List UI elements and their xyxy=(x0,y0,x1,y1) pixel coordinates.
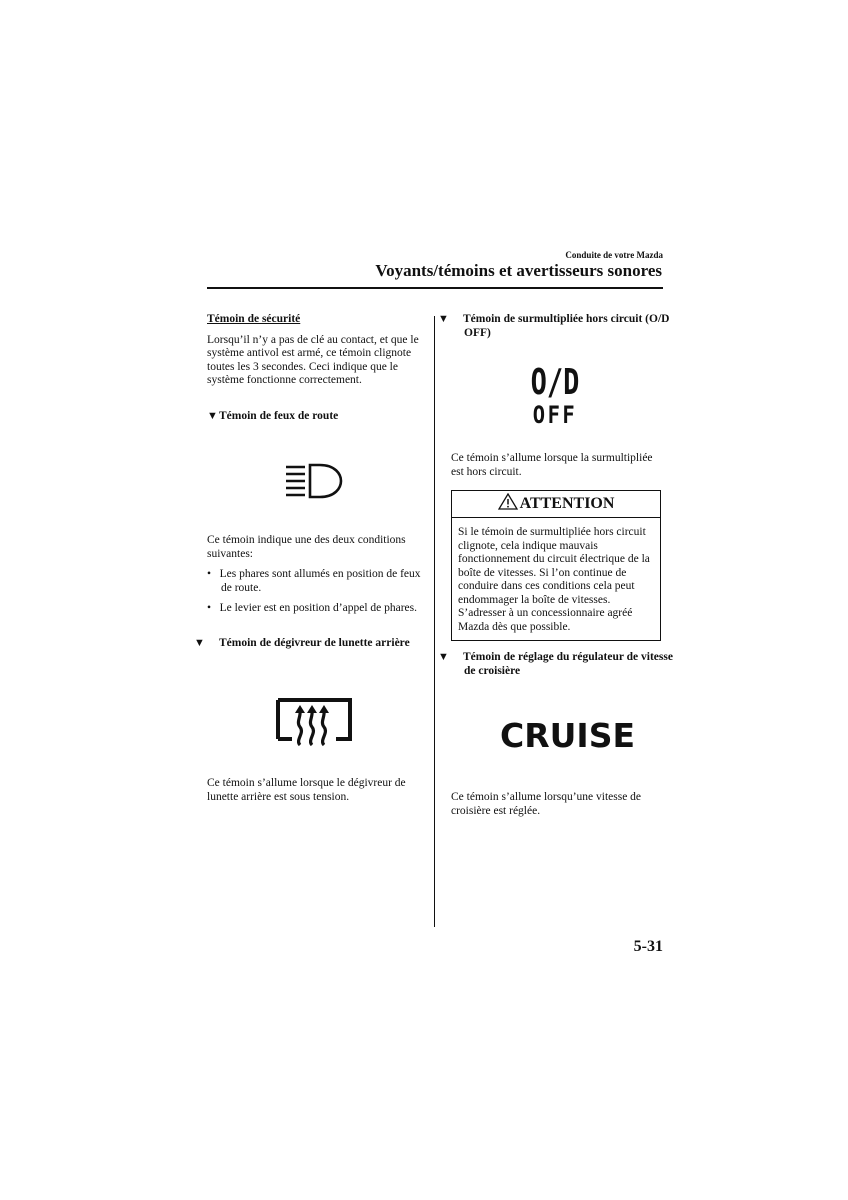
section-marker-icon: ▼ xyxy=(438,651,449,663)
high-beam-section xyxy=(207,534,422,616)
high-beam-heading-text: Témoin de feux de route xyxy=(219,410,339,422)
rear-defroster-icon xyxy=(274,697,354,749)
attention-header xyxy=(452,491,660,518)
section-label: Conduite de votre Mazda xyxy=(565,250,663,260)
defroster-heading-text: Témoin de dégivreur de lunette arrière xyxy=(219,637,410,649)
high-beam-intro: Ce témoin indique une des deux conditions suivantes: xyxy=(207,534,406,560)
overdrive-off-icon xyxy=(520,364,590,428)
header-rule xyxy=(207,287,663,289)
cruise-body: Ce témoin s’allume lorsqu’une vitesse de croisière est réglée. xyxy=(451,791,642,817)
list-item: • Le levier est en position d’appel de phares. xyxy=(207,602,418,614)
attention-body: Si le témoin de surmultipliée hors circuit clignote, cela indique mauvais fonctionnement du circuit électrique de la boîte de vitesses. Si l’on continue de conduire dans ces conditions cela peut endommager la boîte de vitesses. S’adresser à un concessionnaire agréé Mazda dès que possible. xyxy=(458,526,650,633)
overdrive-heading xyxy=(438,313,674,340)
defroster-body: Ce témoin s’allume lorsque le dégivreur de lunette arrière est sous tension. xyxy=(207,777,406,803)
list-item: • Les phares sont allumés en position de feux de route. xyxy=(207,568,421,594)
overdrive-icon-line1: O/D xyxy=(530,362,580,403)
cruise-icon: CRUISE xyxy=(500,716,636,755)
column-divider xyxy=(434,316,435,927)
attention-box xyxy=(451,490,661,641)
section-marker-icon: ▼ xyxy=(207,410,218,422)
section-marker-icon: ▼ xyxy=(194,637,205,649)
overdrive-icon-line2: OFF xyxy=(532,401,578,429)
cruise-heading xyxy=(438,651,674,678)
high-beam-heading xyxy=(207,410,422,424)
page-title: Voyants/témoins et avertisseurs sonores xyxy=(375,261,662,280)
page-number: 5-31 xyxy=(633,938,663,955)
attention-title: ATTENTION xyxy=(519,495,615,512)
section-marker-icon: ▼ xyxy=(438,313,449,325)
bullet-text: Les phares sont allumés en position de feux de route. xyxy=(219,568,421,594)
bullet-text: Le levier est en position d’appel de phares. xyxy=(219,602,418,614)
security-section xyxy=(207,313,422,388)
cruise-heading-text: Témoin de réglage du régulateur de vitesse de croisière xyxy=(463,651,673,677)
high-beam-icon xyxy=(285,462,345,500)
security-heading: Témoin de sécurité xyxy=(207,313,301,325)
warning-triangle-icon xyxy=(498,493,518,515)
security-body: Lorsqu’il n’y a pas de clé au contact, et que le système antivol est armé, ce témoin clignote toutes les 3 secondes. Ceci indique que le système fonctionne correctement. xyxy=(207,333,419,386)
overdrive-heading-text: Témoin de surmultipliée hors circuit (O/D OFF) xyxy=(463,313,670,339)
defroster-heading xyxy=(194,637,435,651)
overdrive-body: Ce témoin s’allume lorsque la surmultipliée est hors circuit. xyxy=(451,452,653,478)
